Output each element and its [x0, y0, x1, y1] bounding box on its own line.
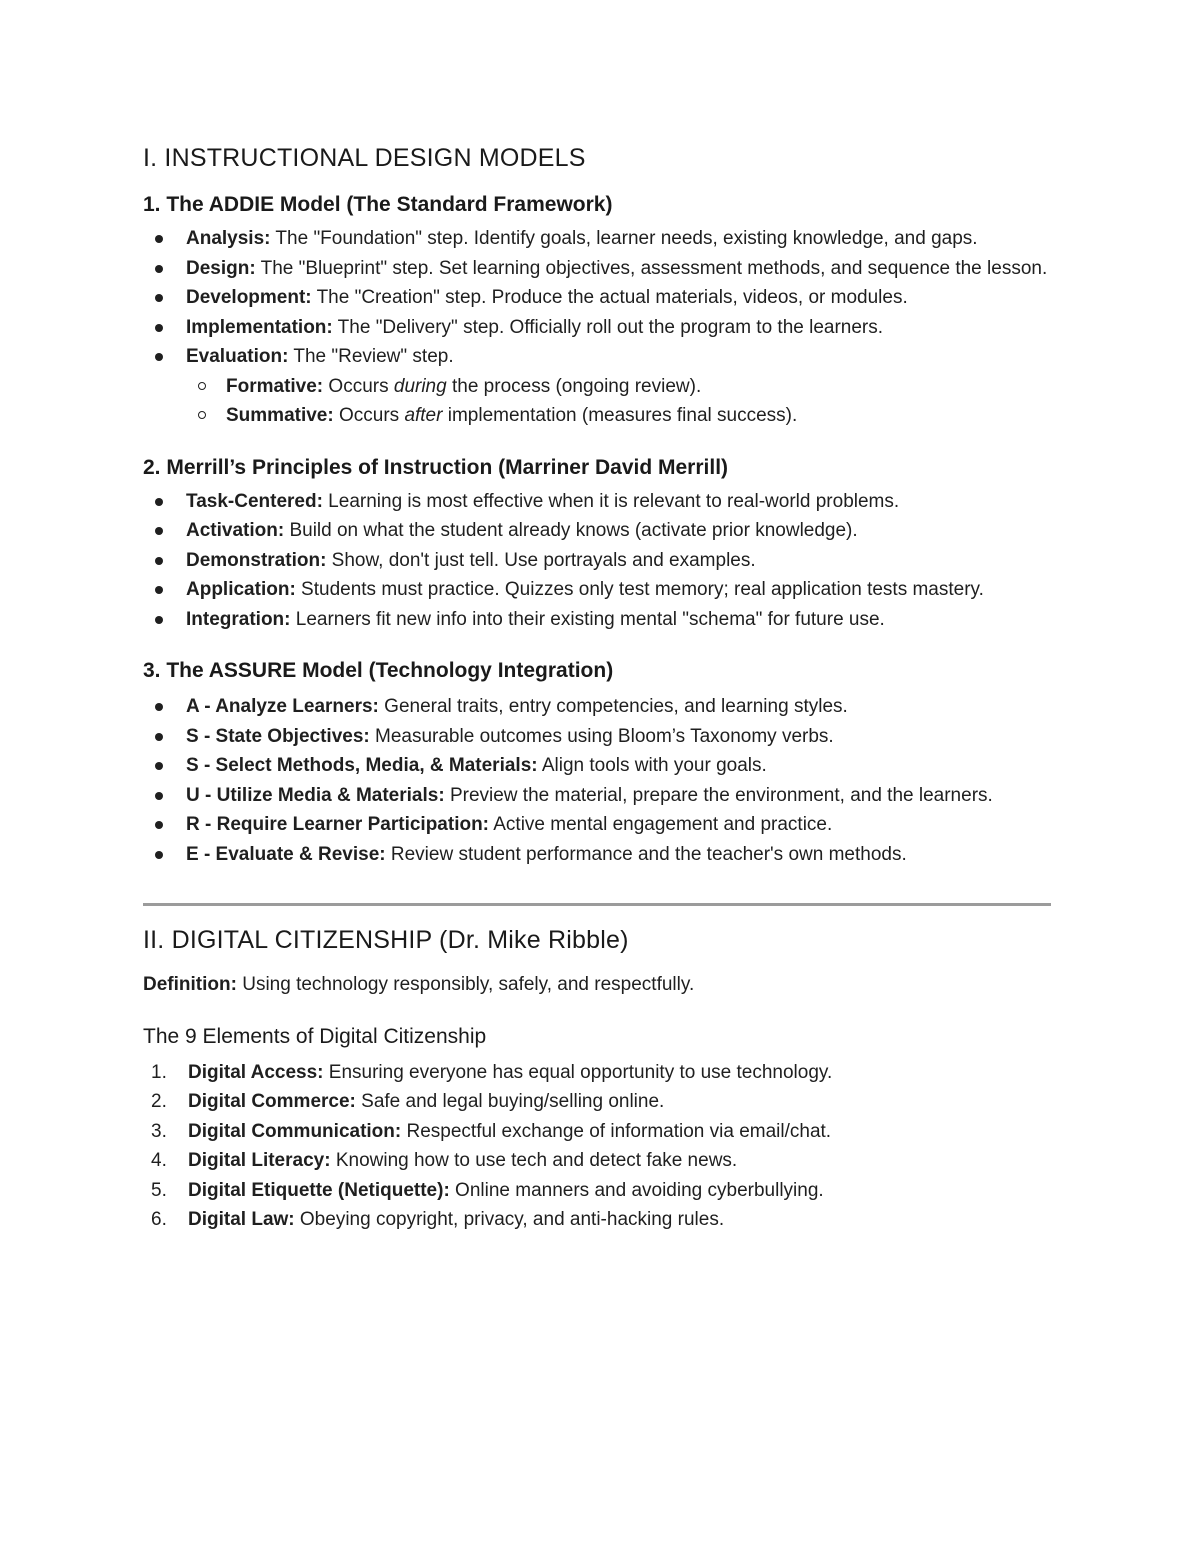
list-item: Integration: Learners fit new info into their existing mental "schema" for future use. [143, 605, 1055, 635]
list-item: R - Require Learner Participation: Active mental engagement and practice. [143, 810, 1055, 840]
list-item: E - Evaluate & Revise: Review student performance and the teacher's own methods. [143, 840, 1055, 870]
merrill-heading: 2. Merrill’s Principles of Instruction (Marriner David Merrill) [143, 455, 729, 479]
list-item: Analysis: The "Foundation" step. Identify goals, learner needs, existing knowledge, and gaps. [143, 224, 1055, 254]
list-item: 4. Digital Literacy: Knowing how to use tech and detect fake news. [151, 1150, 738, 1171]
list-item: Development: The "Creation" step. Produce the actual materials, videos, or modules. [143, 283, 1055, 313]
section-2-title: II. DIGITAL CITIZENSHIP (Dr. Mike Ribble) [143, 926, 629, 954]
list-item: Formative: Occurs during the process (ongoing review). [186, 372, 1055, 402]
list-item: Summative: Occurs after implementation (measures final success). [186, 401, 1055, 431]
list-item: Activation: Build on what the student already knows (activate prior knowledge). [143, 516, 1055, 546]
list-item: 5. Digital Etiquette (Netiquette): Online manners and avoiding cyberbullying. [151, 1179, 824, 1201]
elements-heading: The 9 Elements of Digital Citizenship [143, 1024, 487, 1048]
list-item: Design: The "Blueprint" step. Set learning objectives, assessment methods, and sequence the lesson. [143, 254, 1055, 284]
list-item: 3. Digital Communication: Respectful exchange of information via email/chat. [151, 1120, 832, 1142]
section-1-title: I. INSTRUCTIONAL DESIGN MODELS [143, 144, 586, 172]
list-item: 1. Digital Access: Ensuring everyone has equal opportunity to use technology. [151, 1061, 833, 1083]
merrill-list [143, 487, 1055, 635]
list-item: S - State Objectives: Measurable outcomes using Bloom’s Taxonomy verbs. [143, 722, 1055, 752]
list-item: Demonstration: Show, don't just tell. Use portrayals and examples. [143, 546, 1055, 576]
addie-list [143, 224, 1055, 431]
assure-list [143, 692, 1055, 869]
list-item: Implementation: The "Delivery" step. Officially roll out the program to the learners. [143, 313, 1055, 343]
evaluation-sublist [186, 372, 1055, 431]
list-item: 6. Digital Law: Obeying copyright, privacy, and anti-hacking rules. [151, 1209, 725, 1230]
list-item: A - Analyze Learners: General traits, entry competencies, and learning styles. [143, 692, 1055, 722]
list-item: U - Utilize Media & Materials: Preview the material, prepare the environment, and the learners. [143, 781, 1055, 811]
section-divider [143, 903, 1051, 906]
list-item: S - Select Methods, Media, & Materials: Align tools with your goals. [143, 751, 1055, 781]
list-item: Task-Centered: Learning is most effective when it is relevant to real-world problems. [143, 487, 1055, 517]
addie-heading: 1. The ADDIE Model (The Standard Framework) [143, 193, 613, 216]
list-item: 2. Digital Commerce: Safe and legal buying/selling online. [151, 1091, 665, 1112]
list-item: Application: Students must practice. Quizzes only test memory; real application tests mastery. [143, 575, 1055, 605]
definition-paragraph: Definition: Using technology responsibly, safely, and respectfully. [143, 974, 695, 995]
assure-heading: 3. The ASSURE Model (Technology Integration) [143, 659, 614, 682]
list-item: Evaluation: The "Review" step. Formative: Occurs during the process (ongoing review). Summative: Occurs after implementation (measures final success). [143, 342, 1055, 431]
elements-list [143, 1058, 1055, 1235]
document-content [143, 140, 1055, 1235]
